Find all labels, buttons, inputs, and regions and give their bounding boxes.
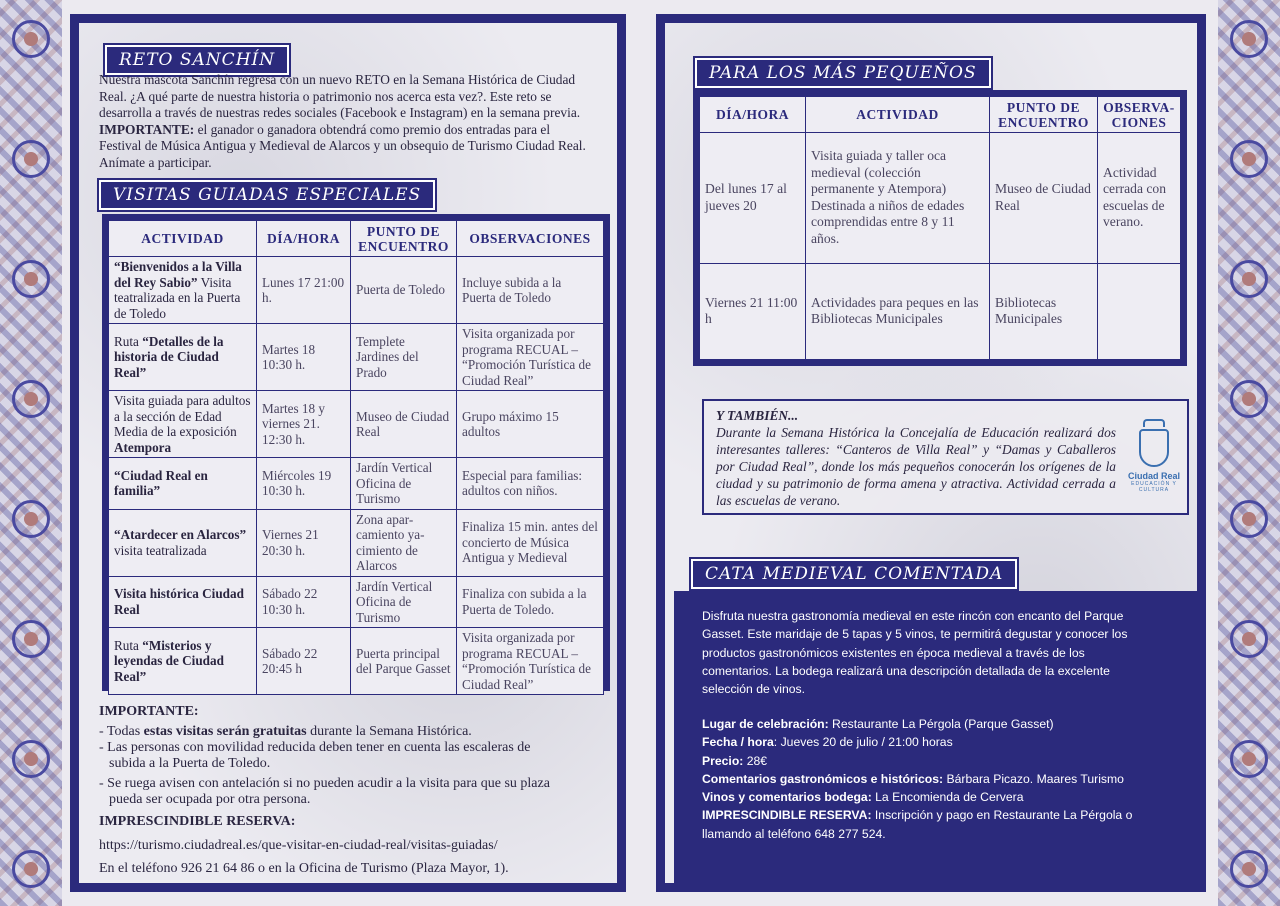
visitas-title: VISITAS GUIADAS ESPECIALES: [99, 180, 435, 210]
reto-title: RETO SANCHÍN: [105, 45, 289, 75]
table-row: [109, 458, 604, 510]
cata-label: Precio:: [702, 753, 744, 768]
ornament-icon: [12, 850, 50, 888]
decorative-border-left: [0, 0, 62, 906]
actividad-text: Visita teatralizada en la Puerta de Toledo: [114, 274, 241, 321]
column-header: ACTIVIDAD: [806, 97, 990, 133]
cell-punto: Jardín Vertical Oficina de Turismo: [351, 576, 457, 628]
importante-bullet-cont: pueda ser ocupada por otra persona.: [109, 792, 311, 807]
cell-dia-hora: Sábado 22 10:30 h.: [257, 576, 351, 628]
ornament-icon: [12, 260, 50, 298]
cell-actividad: [109, 458, 257, 510]
actividad-name: “Detalles de la historia de Ciudad Real”: [114, 333, 224, 380]
cell-actividad: [109, 324, 257, 391]
logo-name: Ciudad Real: [1127, 471, 1180, 481]
cata-value: Restaurante La Pérgola (Parque Gasset): [828, 717, 1054, 731]
actividad-text: Ruta: [114, 333, 143, 349]
cell-actividad: [109, 576, 257, 628]
importante-bullet: - Las personas con movilidad reducida deben tener en cuenta las escaleras de: [99, 740, 531, 755]
cata-vinos: [702, 788, 1152, 806]
tambien-text: [716, 407, 1116, 509]
tambien-title: Y TAMBIÉN...: [716, 408, 799, 423]
cell-actividad: [109, 391, 257, 458]
crown-icon: [1143, 419, 1165, 427]
cell-punto: Zona apar-camiento ya-cimiento de Alarcos: [351, 509, 457, 576]
cell-obs: [1098, 263, 1181, 359]
cata-fecha: [702, 733, 1152, 751]
reserva-url[interactable]: https://turismo.ciudadreal.es/que-visitar-en-ciudad-real/visitas-guiadas/: [99, 838, 498, 853]
reto-line: Festival de Música Antigua y Medieval de Alarcos y un obsequio de Turismo Ciudad Real.: [99, 138, 586, 153]
cell-observaciones: Finaliza 15 min. antes del concierto de Música Antigua y Medieval: [457, 509, 604, 576]
table-row: [109, 257, 604, 324]
cata-value: Bárbara Picazo. Maares Turismo: [943, 771, 1124, 786]
shield-icon: [1139, 429, 1169, 467]
actividad-name: “Misterios y leyendas de Ciudad Real”: [114, 637, 224, 684]
cata-details: [702, 715, 1152, 843]
table-row: [700, 263, 1181, 359]
cell-act: Actividades para peques en las Bibliotecas Municipales: [806, 263, 990, 359]
cell-obs: Actividad cerrada con escuelas de verano.: [1098, 133, 1181, 264]
cell-observaciones: Incluye subida a la Puerta de Toledo: [457, 257, 604, 324]
cata-comentarios: [702, 770, 1152, 788]
tambien-box: [702, 399, 1189, 515]
cell-punto: Museo de Ciudad Real: [351, 391, 457, 458]
cata-label: Vinos y comentarios bodega:: [702, 790, 872, 805]
reto-text: [99, 72, 614, 171]
ornament-icon: [1230, 850, 1268, 888]
cell-actividad: [109, 509, 257, 576]
bullet-bold: estas visitas serán gratuitas: [143, 724, 307, 739]
reserva-title: IMPRESCINDIBLE RESERVA:: [99, 814, 296, 829]
column-header: PUNTO DE ENCUENTRO: [351, 221, 457, 257]
cell-dia-hora: Viernes 21 20:30 h.: [257, 509, 351, 576]
table-row: [109, 509, 604, 576]
ornament-icon: [12, 620, 50, 658]
actividad-name: “Ciudad Real en familia”: [114, 467, 208, 499]
importante-section: [99, 704, 614, 877]
actividad-name: Visita histórica Ciudad Real: [114, 586, 244, 617]
ornament-icon: [1230, 380, 1268, 418]
visitas-table: [102, 214, 610, 691]
ornament-icon: [1230, 140, 1268, 178]
actividad-name: Atempora: [114, 439, 172, 455]
column-header: ACTIVIDAD: [109, 221, 257, 257]
cata-value: Inscripción y pago en Restaurante La Pérgola o llamando al teléfono 648 277 524.: [702, 808, 1133, 841]
actividad-text: Ruta: [114, 637, 143, 653]
cata-label: IMPRESCINDIBLE RESERVA:: [702, 808, 872, 823]
reto-line: desarrolla a través de nuestras redes sociales (Facebook e Instagram) en la semana previa.: [99, 105, 581, 120]
column-header: OBSERVA-CIONES: [1098, 97, 1181, 133]
cata-title: CATA MEDIEVAL COMENTADA: [691, 559, 1017, 589]
cell-punto: Museo de Ciudad Real: [990, 133, 1098, 264]
cata-value: : Jueves 20 de julio / 21:00 horas: [773, 735, 953, 750]
importante-bullet-cont: subida a la Puerta de Toledo.: [109, 756, 271, 771]
cata-label: Comentarios gastronómicos e históricos:: [702, 771, 944, 786]
ornament-icon: [1230, 20, 1268, 58]
importante-bullet: - Se ruega avisen con antelación si no pueden acudir a la visita para que su plaza: [99, 776, 550, 791]
ciudad-real-logo: [1124, 419, 1184, 503]
cell-dia-hora: Martes 18 10:30 h.: [257, 324, 351, 391]
cata-precio: [702, 752, 1152, 770]
cell-observaciones: Grupo máximo 15 adultos: [457, 391, 604, 458]
column-header: OBSERVACIONES: [457, 221, 604, 257]
reto-line: Real. ¿A qué parte de nuestra historia o patrimonio nos acerca esta vez?. Este reto se: [99, 88, 552, 104]
cata-label: Lugar de celebración:: [702, 717, 829, 731]
cata-section: [674, 591, 1206, 883]
ornament-icon: [1230, 620, 1268, 658]
actividad-text: visita teatralizada: [114, 542, 207, 558]
table-row: [109, 628, 604, 695]
reto-line: Anímate a participar.: [99, 154, 212, 170]
actividad-name: “Bienvenidos a la Villa del Rey Sabio”: [114, 259, 242, 290]
cata-value: La Encomienda de Cervera: [871, 790, 1024, 805]
reserva-telefono: En el teléfono 926 21 64 86 o en la Oficina de Turismo (Plaza Mayor, 1).: [99, 861, 509, 876]
logo-subtitle: EDUCACIÓN Y CULTURA: [1131, 481, 1177, 493]
ornament-icon: [12, 20, 50, 58]
reto-line-text: el ganador o ganadora obtendrá como premio dos entradas para el: [194, 121, 551, 137]
cell-observaciones: Finaliza con subida a la Puerta de Toledo.: [457, 576, 604, 628]
pequenos-title: PARA LOS MÁS PEQUEÑOS: [695, 58, 991, 88]
ornament-icon: [1230, 260, 1268, 298]
bullet-text: - Todas: [99, 724, 144, 739]
bullet-text: durante la Semana Histórica.: [306, 724, 472, 739]
cell-punto: Puerta de Toledo: [351, 257, 457, 324]
cell-punto: Bibliotecas Municipales: [990, 263, 1098, 359]
cell-punto: Templete Jardines del Prado: [351, 324, 457, 391]
pequenos-table: [693, 90, 1187, 366]
reto-line: [99, 122, 614, 139]
cell-actividad: [109, 628, 257, 695]
cell-dia-hora: Martes 18 y viernes 21. 12:30 h.: [257, 391, 351, 458]
cell-dia-hora: Miércoles 19 10:30 h.: [257, 458, 351, 510]
cell-observaciones: Especial para familias: adultos con niños.: [457, 458, 604, 510]
tambien-body: Durante la Semana Histórica la Concejalía de Educación realizará dos interesantes talleres: “Canteros de Villa Real” y “Damas y Caballeros por Ciudad Real”, donde los más pequeños conocerán los orígenes de la ciudad y su patrimonio de forma amena y atractiva. Actividad cerrada a las escuelas de verano.: [716, 425, 1116, 508]
cata-label: Fecha / hora: [702, 735, 774, 750]
ornament-icon: [12, 380, 50, 418]
importante-title: IMPORTANTE:: [99, 704, 199, 719]
column-header: PUNTO DE ENCUENTRO: [990, 97, 1098, 133]
cell-dia: Viernes 21 11:00 h: [700, 263, 806, 359]
ornament-icon: [12, 500, 50, 538]
importante-label: IMPORTANTE:: [99, 121, 195, 137]
table-row: [109, 391, 604, 458]
cell-dia-hora: Sábado 22 20:45 h: [257, 628, 351, 695]
table-row: [700, 133, 1181, 264]
cata-value: 28€: [743, 753, 768, 768]
cata-lugar: [702, 715, 1152, 733]
cell-observaciones: Visita organizada por programa RECUAL – “Promoción Turística de Ciudad Real”: [457, 324, 604, 391]
table-row: [109, 324, 604, 391]
ornament-icon: [1230, 500, 1268, 538]
actividad-text: Visita guiada para adultos a la sección de Edad Media de la exposición: [114, 393, 251, 439]
column-header: DÍA/HORA: [257, 221, 351, 257]
right-panel: [656, 14, 1206, 892]
cell-observaciones: Visita organizada por programa RECUAL – “Promoción Turística de Ciudad Real”: [457, 628, 604, 695]
actividad-name: “Atardecer en Alarcos”: [114, 527, 247, 542]
cell-dia-hora: Lunes 17 21:00 h.: [257, 257, 351, 324]
table-row: [109, 576, 604, 628]
decorative-border-right: [1218, 0, 1280, 906]
ornament-icon: [12, 740, 50, 778]
importante-bullet: [99, 724, 614, 740]
reto-line: Nuestra mascota Sanchín regresa con un nuevo RETO en la Semana Histórica de Ciudad: [99, 72, 576, 87]
ornament-icon: [1230, 740, 1268, 778]
cell-actividad: [109, 257, 257, 324]
cell-punto: Puerta principal del Parque Gasset: [351, 628, 457, 695]
ornament-icon: [12, 140, 50, 178]
column-header: DÍA/HORA: [700, 97, 806, 133]
left-panel: [70, 14, 626, 892]
cell-act: Visita guiada y taller oca medieval (colección permanente y Atempora) Destinada a niños de edades comprendidas entre 8 y 11 años.: [806, 133, 990, 264]
cell-dia: Del lunes 17 al jueves 20: [700, 133, 806, 264]
cata-intro: Disfruta nuestra gastronomía medieval en este rincón con encanto del Parque Gasset. Este maridaje de 5 tapas y 5 vinos, te permitirá degustar y conocer los productos gastronómicos existentes en época medieval a través de los comentarios. La bodega realizará una descripción detallada de la excelente selección de vinos.: [702, 609, 1128, 697]
cell-punto: Jardín Vertical Oficina de Turismo: [351, 458, 457, 510]
cata-reserva: [702, 806, 1152, 843]
